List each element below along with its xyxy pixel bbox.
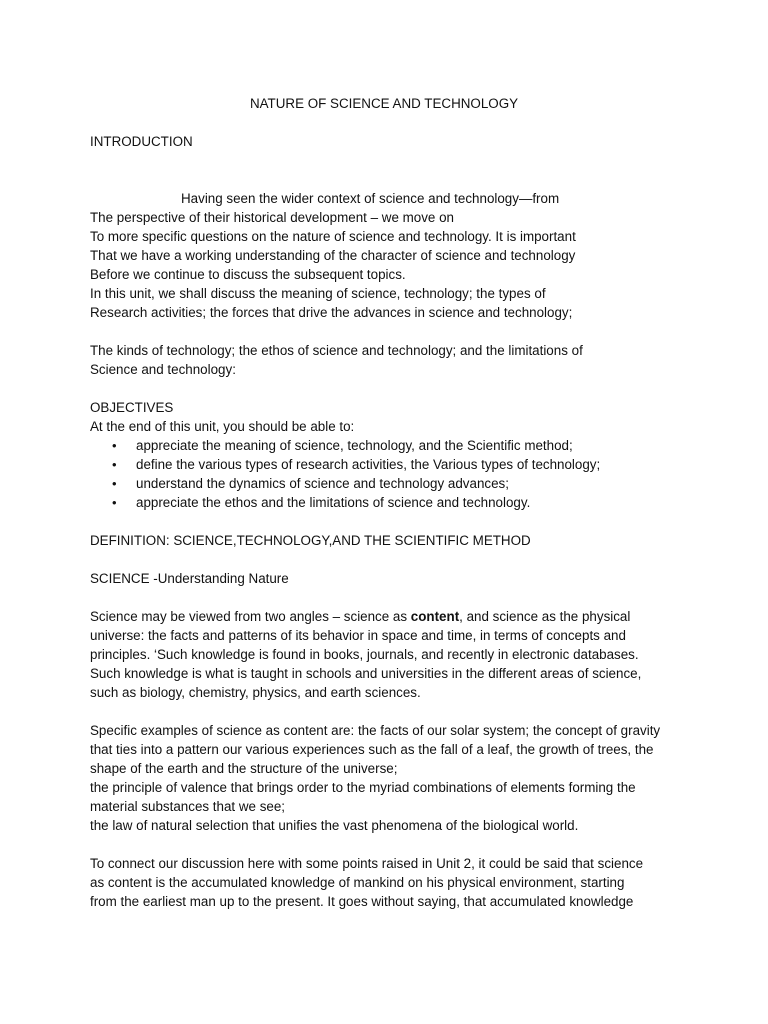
science-line: from the earliest man up to the present. It goes without saying, that accumulated knowledge (90, 894, 634, 909)
list-item (90, 436, 690, 455)
objective-text: appreciate the ethos and the limitations of science and technology. (136, 495, 531, 510)
paragraph-gap (90, 702, 690, 721)
paragraph-gap (90, 550, 690, 569)
science-text: , and science as the physical (459, 609, 631, 624)
paragraph-gap (90, 588, 690, 607)
objective-text: understand the dynamics of science and technology advances; (136, 476, 509, 491)
introduction-paragraph-2 (90, 341, 690, 379)
paragraph-gap (90, 379, 690, 398)
paragraph-gap (90, 512, 690, 531)
science-line: such as biology, chemistry, physics, and earth sciences. (90, 685, 421, 700)
bullet-icon: • (112, 457, 117, 472)
list-item (90, 474, 690, 493)
objectives-heading: OBJECTIVES (90, 400, 174, 415)
science-line: as content is the accumulated knowledge of mankind on his physical environment, starting (90, 875, 625, 890)
intro-line: Having seen the wider context of science and technology—from (181, 191, 560, 206)
intro-line: That we have a working understanding of the character of science and technology (90, 248, 576, 263)
document-body (90, 94, 690, 911)
intro-line: The kinds of technology; the ethos of science and technology; and the limitations of (90, 343, 583, 358)
document-title: NATURE OF SCIENCE AND TECHNOLOGY (249, 96, 519, 111)
objectives-intro: At the end of this unit, you should be able to: (90, 419, 355, 434)
introduction-heading: INTRODUCTION (90, 134, 193, 149)
science-paragraph-2 (90, 721, 690, 835)
science-line: the law of natural selection that unifies the vast phenomena of the biological world. (90, 818, 579, 833)
science-line: that ties into a pattern our various experiences such as the fall of a leaf, the growth of trees, the (90, 742, 654, 757)
science-paragraph-1 (90, 607, 690, 702)
intro-line: Before we continue to discuss the subsequent topics. (90, 267, 406, 282)
science-line: shape of the earth and the structure of the universe; (90, 761, 398, 776)
definition-heading: DEFINITION: SCIENCE,TECHNOLOGY,AND THE SCIENTIFIC METHOD (90, 533, 531, 548)
science-line (90, 607, 690, 626)
science-line: Specific examples of science as content are: the facts of our solar system; the concept of gravity (90, 723, 661, 738)
science-text: Science may be viewed from two angles – science as (90, 609, 411, 624)
science-line: To connect our discussion here with some points raised in Unit 2, it could be said that science (90, 856, 644, 871)
science-line: the principle of valence that brings order to the myriad combinations of elements forming the (90, 780, 636, 795)
science-line: Such knowledge is what is taught in schools and universities in the different areas of science, (90, 666, 642, 681)
science-heading: SCIENCE -Understanding Nature (90, 571, 289, 586)
science-line: universe: the facts and patterns of its behavior in space and time, in terms of concepts and (90, 628, 626, 643)
science-line: material substances that we see; (90, 799, 286, 814)
paragraph-gap (90, 322, 690, 341)
introduction-paragraph-1 (90, 189, 690, 322)
paragraph-gap (90, 835, 690, 854)
bullet-icon: • (112, 476, 117, 491)
intro-line: Research activities; the forces that drive the advances in science and technology; (90, 305, 573, 320)
bullet-icon: • (112, 495, 117, 510)
bold-term: content (410, 609, 460, 624)
intro-line: Science and technology: (90, 362, 236, 377)
intro-line: To more specific questions on the nature of science and technology. It is important (90, 229, 576, 244)
list-item (90, 493, 690, 512)
bullet-icon: • (112, 438, 117, 453)
science-paragraph-3 (90, 854, 690, 911)
list-item (90, 455, 690, 474)
intro-line: In this unit, we shall discuss the meaning of science, technology; the types of (90, 286, 546, 301)
objective-text: appreciate the meaning of science, technology, and the Scientific method; (136, 438, 573, 453)
objectives-list (90, 436, 690, 512)
intro-line: The perspective of their historical development – we move on (90, 210, 454, 225)
objective-text: define the various types of research activities, the Various types of technology; (136, 457, 601, 472)
science-line: principles. ‘Such knowledge is found in books, journals, and recently in electronic databases. (90, 647, 639, 662)
